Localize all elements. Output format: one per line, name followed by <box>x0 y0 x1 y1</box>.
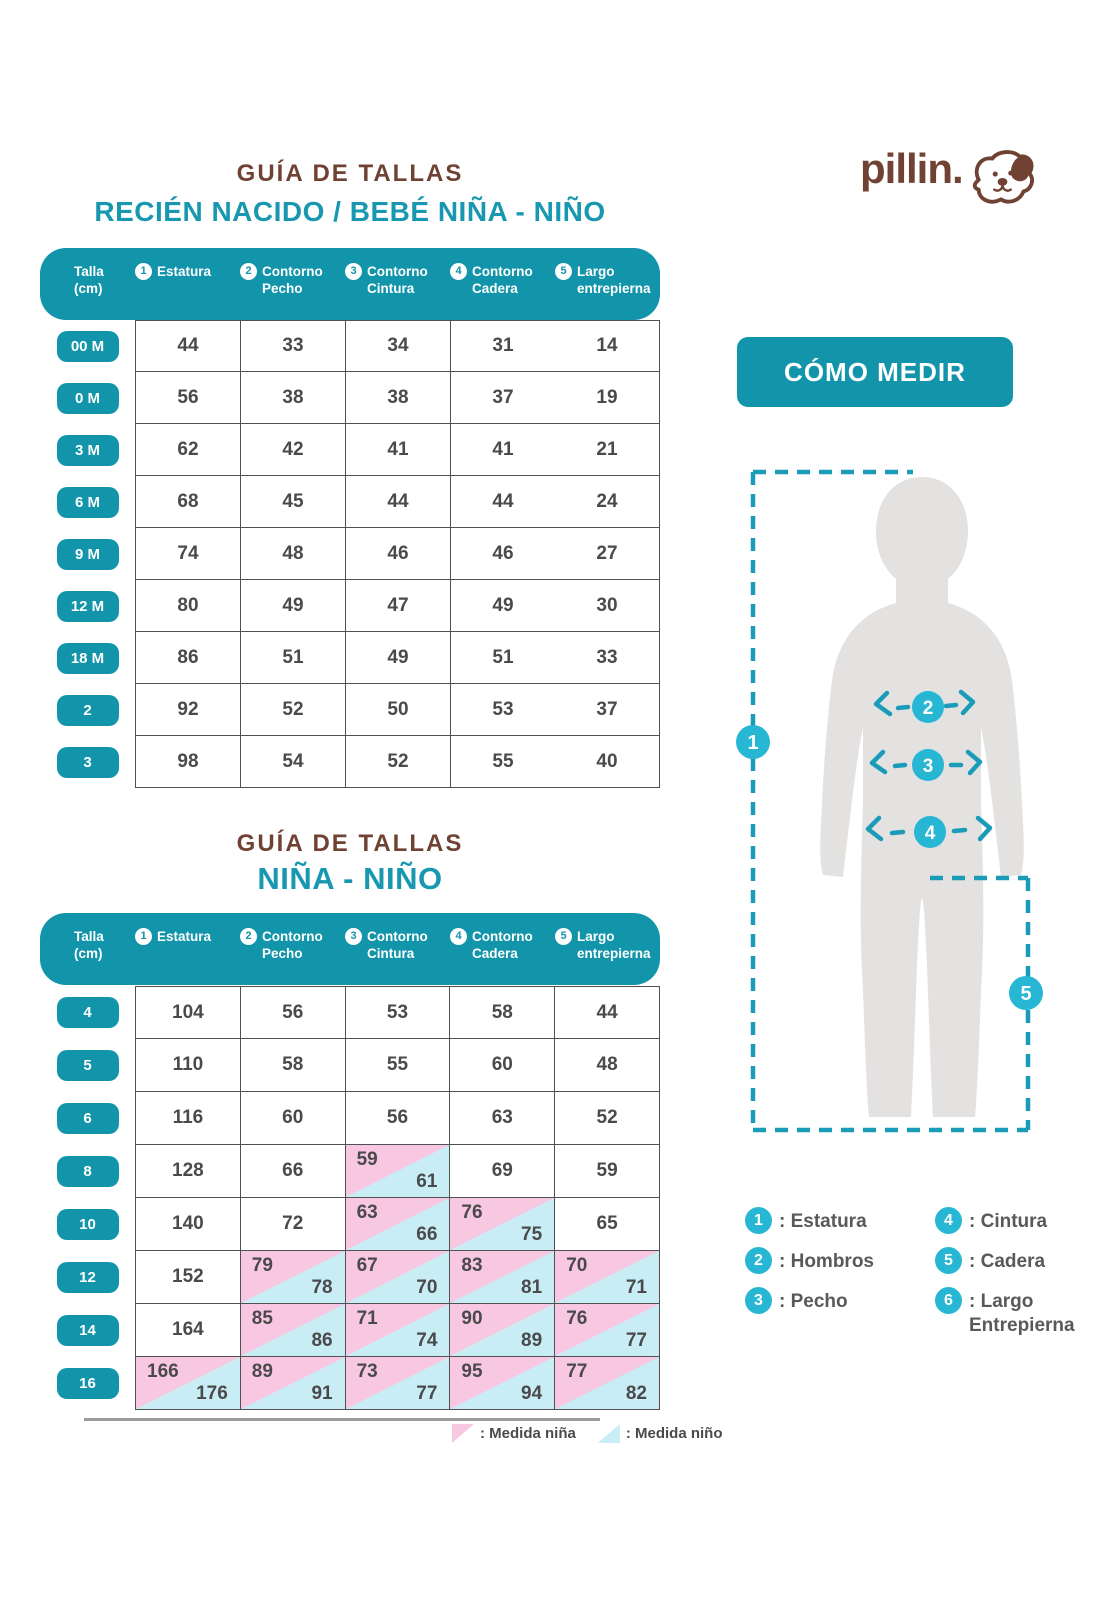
girl-value: 89 <box>251 1361 273 1382</box>
value-cell: 65 <box>555 1198 660 1251</box>
size-pill: 4 <box>57 997 119 1028</box>
table-row <box>40 424 660 476</box>
measure-number-badge: 1 <box>745 1207 772 1234</box>
table-row <box>40 1304 660 1357</box>
header-label-line2: entrepierna <box>577 281 651 296</box>
value-cell: 48 <box>241 528 346 580</box>
value-cell: 58 <box>450 987 555 1039</box>
number-badge-icon: 5 <box>555 263 572 280</box>
header-label-line2: Cintura <box>367 281 415 296</box>
split-value-cell <box>241 1251 346 1304</box>
value-cell: 34 <box>346 321 451 372</box>
table-row <box>40 1092 660 1145</box>
number-badge-icon: 2 <box>240 263 257 280</box>
waist-dash-right <box>954 830 965 831</box>
measure-number-badge: 4 <box>935 1207 962 1234</box>
table-row <box>40 736 660 788</box>
measure-number-badge: 2 <box>745 1247 772 1274</box>
number-badge-icon: 4 <box>450 928 467 945</box>
size-pill: 12 <box>57 1262 119 1293</box>
kids-table-title: GUÍA DE TALLAS <box>236 830 464 857</box>
boy-value: 75 <box>521 1224 543 1245</box>
value-cell: 41 <box>346 424 451 476</box>
boy-value: 71 <box>625 1277 647 1298</box>
value-cell: 140 <box>136 1198 241 1251</box>
value-cell: 42 <box>241 424 346 476</box>
girl-value: 85 <box>251 1308 273 1329</box>
value-cell: 47 <box>346 580 451 632</box>
size-pill: 2 <box>57 695 119 726</box>
boy-value: 77 <box>416 1383 438 1404</box>
value-cell: 27 <box>555 528 660 580</box>
measure-number-badge: 5 <box>935 1247 962 1274</box>
value-cell: 86 <box>136 632 241 684</box>
brand-logo-text: pillin. <box>860 145 963 192</box>
chest-dash-left <box>895 765 905 766</box>
split-value-cell <box>346 1304 451 1357</box>
girl-value: 76 <box>461 1202 483 1223</box>
girl-value: 73 <box>356 1361 378 1382</box>
girl-triangle-icon <box>452 1424 474 1443</box>
value-cell: 56 <box>136 372 241 424</box>
measure-legend-label: : Pecho <box>779 1291 848 1312</box>
split-value-cell <box>346 1357 451 1410</box>
boy-triangle-icon <box>598 1424 620 1443</box>
dog-icon <box>969 146 1037 208</box>
footnote-legend <box>452 1424 723 1443</box>
value-cell: 164 <box>136 1304 241 1357</box>
girl-value: 63 <box>356 1202 378 1223</box>
measurement-diagram <box>735 455 1045 1145</box>
header-label-line1: Contorno <box>367 264 428 279</box>
shoulders-dash-right <box>946 705 956 706</box>
boy-value: 66 <box>416 1224 438 1245</box>
value-cell: 52 <box>241 684 346 736</box>
value-cell: 51 <box>451 632 555 684</box>
value-cell: 52 <box>346 736 451 788</box>
measure-legend-item <box>935 1247 1104 1274</box>
number-badge-icon: 1 <box>135 263 152 280</box>
size-pill: 10 <box>57 1209 119 1240</box>
talla-label-line1: Talla <box>74 929 104 944</box>
girl-value: 70 <box>566 1255 588 1276</box>
value-cell: 44 <box>555 987 660 1039</box>
header-column-1 <box>240 248 345 320</box>
boy-value: 70 <box>416 1277 438 1298</box>
header-column-3 <box>450 248 555 320</box>
value-cell: 53 <box>451 684 555 736</box>
size-pill: 14 <box>57 1315 119 1346</box>
boy-value: 74 <box>416 1330 438 1351</box>
value-cell: 44 <box>346 476 451 528</box>
waist-dash-left <box>892 832 903 833</box>
kids-table-header <box>40 913 660 985</box>
value-cell: 54 <box>241 736 346 788</box>
size-column-header <box>40 248 135 320</box>
girl-value: 59 <box>356 1149 378 1170</box>
size-pill: 8 <box>57 1156 119 1187</box>
measure-legend-item <box>935 1207 1104 1234</box>
measure-legend-label: : Largo Entrepierna <box>969 1291 1075 1336</box>
girl-value: 95 <box>461 1361 483 1382</box>
header-label-line1: Largo <box>577 264 615 279</box>
measurement-legend <box>745 1207 1104 1338</box>
value-cell: 46 <box>451 528 555 580</box>
size-pill: 6 <box>57 1103 119 1134</box>
value-cell: 37 <box>555 684 660 736</box>
size-pill: 16 <box>57 1368 119 1399</box>
boy-value: 91 <box>311 1383 333 1404</box>
value-cell: 50 <box>346 684 451 736</box>
girl-value: 77 <box>566 1361 588 1382</box>
split-value-cell <box>555 1357 660 1410</box>
table-row <box>40 986 660 1039</box>
value-cell: 30 <box>555 580 660 632</box>
value-cell: 60 <box>241 1092 346 1145</box>
boy-measure-legend-item <box>598 1424 723 1443</box>
number-badge-icon: 4 <box>450 263 467 280</box>
value-cell: 66 <box>241 1145 346 1198</box>
value-cell: 51 <box>241 632 346 684</box>
value-cell: 45 <box>241 476 346 528</box>
measure-legend-item <box>745 1207 935 1234</box>
boy-value: 89 <box>521 1330 543 1351</box>
value-cell: 31 <box>451 321 555 372</box>
value-cell: 63 <box>450 1092 555 1145</box>
number-badge-icon: 2 <box>240 928 257 945</box>
value-cell: 41 <box>451 424 555 476</box>
header-column-0 <box>135 913 240 985</box>
measure-legend-label: : Hombros <box>779 1251 874 1272</box>
split-value-cell <box>555 1251 660 1304</box>
size-pill: 00 M <box>57 331 119 362</box>
marker-1-number: 1 <box>747 732 759 754</box>
baby-table-subtitle: RECIÉN NACIDO / BEBÉ NIÑA - NIÑO <box>94 196 606 227</box>
table-row <box>40 1039 660 1092</box>
marker-5-number: 5 <box>1020 983 1032 1005</box>
value-cell: 98 <box>136 736 241 788</box>
header-label-line1: Contorno <box>472 929 533 944</box>
girl-value: 79 <box>251 1255 273 1276</box>
table-row <box>40 320 660 372</box>
size-pill: 0 M <box>57 383 119 414</box>
header-label-line2: Pecho <box>262 946 303 961</box>
marker-4-number: 4 <box>924 823 936 844</box>
boy-value: 61 <box>416 1171 438 1192</box>
split-value-cell <box>346 1198 451 1251</box>
boy-value: 81 <box>521 1277 543 1298</box>
value-cell: 37 <box>451 372 555 424</box>
value-cell: 62 <box>136 424 241 476</box>
split-value-cell <box>241 1304 346 1357</box>
table-row <box>40 1198 660 1251</box>
table-row <box>40 476 660 528</box>
talla-label-line2: (cm) <box>74 946 103 961</box>
girl-value: 166 <box>147 1361 179 1382</box>
value-cell: 52 <box>555 1092 660 1145</box>
split-value-cell <box>241 1357 346 1410</box>
value-cell: 46 <box>346 528 451 580</box>
header-label-line1: Largo <box>577 929 615 944</box>
talla-label-line2: (cm) <box>74 281 103 296</box>
value-cell: 33 <box>555 632 660 684</box>
value-cell: 116 <box>136 1092 241 1145</box>
header-label-line1: Estatura <box>157 929 212 944</box>
value-cell: 49 <box>451 580 555 632</box>
baby-table-header <box>40 248 660 320</box>
value-cell: 38 <box>241 372 346 424</box>
value-cell: 104 <box>136 987 241 1039</box>
value-cell: 56 <box>241 987 346 1039</box>
how-to-measure-box <box>737 337 1013 407</box>
size-pill: 3 M <box>57 435 119 466</box>
boy-value: 176 <box>196 1383 228 1404</box>
value-cell: 44 <box>136 321 241 372</box>
boy-value: 94 <box>521 1383 543 1404</box>
girl-value: 90 <box>461 1308 483 1329</box>
header-label-line2: Cadera <box>472 946 518 961</box>
value-cell: 49 <box>346 632 451 684</box>
girl-value: 71 <box>356 1308 378 1329</box>
split-value-cell <box>346 1251 451 1304</box>
girl-value: 67 <box>356 1255 378 1276</box>
header-column-2 <box>345 248 450 320</box>
value-cell: 33 <box>241 321 346 372</box>
value-cell: 55 <box>346 1039 451 1092</box>
header-label-line1: Contorno <box>262 929 323 944</box>
girl-measure-label: : Medida niña <box>480 1425 576 1442</box>
header-column-1 <box>240 913 345 985</box>
girl-value: 83 <box>461 1255 483 1276</box>
kids-table-body <box>40 986 660 1410</box>
number-badge-icon: 3 <box>345 928 362 945</box>
split-value-cell <box>136 1357 241 1410</box>
value-cell: 56 <box>346 1092 451 1145</box>
split-value-cell <box>450 1251 555 1304</box>
value-cell: 24 <box>555 476 660 528</box>
size-pill: 9 M <box>57 539 119 570</box>
value-cell: 58 <box>241 1039 346 1092</box>
value-cell: 59 <box>555 1145 660 1198</box>
measure-number-badge: 3 <box>745 1287 772 1314</box>
number-badge-icon: 5 <box>555 928 572 945</box>
value-cell: 80 <box>136 580 241 632</box>
talla-label-line1: Talla <box>74 264 104 279</box>
value-cell: 152 <box>136 1251 241 1304</box>
number-badge-icon: 3 <box>345 263 362 280</box>
value-cell: 38 <box>346 372 451 424</box>
value-cell: 53 <box>346 987 451 1039</box>
header-column-4 <box>555 913 660 985</box>
boy-measure-label: : Medida niño <box>625 1425 723 1442</box>
brand-logo <box>860 145 1037 208</box>
value-cell: 92 <box>136 684 241 736</box>
boy-value: 78 <box>311 1277 333 1298</box>
value-cell: 48 <box>555 1039 660 1092</box>
kids-table-subtitle: NIÑA - NIÑO <box>257 861 443 896</box>
value-cell: 19 <box>555 372 660 424</box>
value-cell: 72 <box>241 1198 346 1251</box>
girl-value: 76 <box>566 1308 588 1329</box>
value-cell: 74 <box>136 528 241 580</box>
how-to-measure-label: CÓMO MEDIR <box>784 356 966 387</box>
header-column-3 <box>450 913 555 985</box>
size-pill: 6 M <box>57 487 119 518</box>
table-row <box>40 580 660 632</box>
size-column-header <box>40 913 135 985</box>
baby-table-title: GUÍA DE TALLAS <box>236 160 464 187</box>
child-silhouette <box>820 477 1024 1117</box>
header-label-line1: Contorno <box>262 264 323 279</box>
table-row <box>40 1251 660 1304</box>
table-row <box>40 1145 660 1198</box>
size-pill: 5 <box>57 1050 119 1081</box>
size-pill: 12 M <box>57 591 119 622</box>
header-column-4 <box>555 248 660 320</box>
value-cell: 68 <box>136 476 241 528</box>
header-label-line2: Pecho <box>262 281 303 296</box>
table-row <box>40 632 660 684</box>
measure-legend-item <box>745 1247 935 1274</box>
value-cell: 110 <box>136 1039 241 1092</box>
header-label-line2: entrepierna <box>577 946 651 961</box>
split-value-cell <box>450 1198 555 1251</box>
split-value-cell <box>450 1304 555 1357</box>
size-pill: 3 <box>57 747 119 778</box>
split-value-cell <box>346 1145 451 1198</box>
header-label-line2: Cadera <box>472 281 518 296</box>
boy-value: 82 <box>625 1383 647 1404</box>
measure-legend-label: : Cadera <box>969 1251 1046 1272</box>
header-label-line1: Contorno <box>472 264 533 279</box>
split-value-cell <box>450 1357 555 1410</box>
header-label-line1: Contorno <box>367 929 428 944</box>
size-pill: 18 M <box>57 643 119 674</box>
boy-value: 86 <box>311 1330 333 1351</box>
header-label-line2: Cintura <box>367 946 415 961</box>
value-cell: 60 <box>450 1039 555 1092</box>
value-cell: 44 <box>451 476 555 528</box>
table-row <box>40 372 660 424</box>
marker-3-number: 3 <box>922 756 934 777</box>
value-cell: 49 <box>241 580 346 632</box>
measure-legend-label: : Cintura <box>969 1211 1048 1232</box>
measure-legend-item <box>745 1287 935 1338</box>
shoulders-dash-left <box>898 707 908 708</box>
number-badge-icon: 1 <box>135 928 152 945</box>
footnote-divider-line <box>84 1418 600 1421</box>
table-row <box>40 1357 660 1410</box>
baby-table-body <box>40 320 660 788</box>
table-row <box>40 528 660 580</box>
measure-legend-item <box>935 1287 1104 1338</box>
marker-2-number: 2 <box>922 698 934 719</box>
value-cell: 40 <box>555 736 660 788</box>
split-value-cell <box>555 1304 660 1357</box>
header-column-0 <box>135 248 240 320</box>
header-column-2 <box>345 913 450 985</box>
value-cell: 55 <box>451 736 555 788</box>
header-label-line1: Estatura <box>157 264 212 279</box>
value-cell: 69 <box>450 1145 555 1198</box>
measure-number-badge: 6 <box>935 1287 962 1314</box>
value-cell: 21 <box>555 424 660 476</box>
measure-legend-label: : Estatura <box>779 1211 867 1232</box>
value-cell: 128 <box>136 1145 241 1198</box>
value-cell: 14 <box>555 321 660 372</box>
girl-measure-legend-item <box>452 1424 576 1443</box>
table-row <box>40 684 660 736</box>
boy-value: 77 <box>625 1330 647 1351</box>
